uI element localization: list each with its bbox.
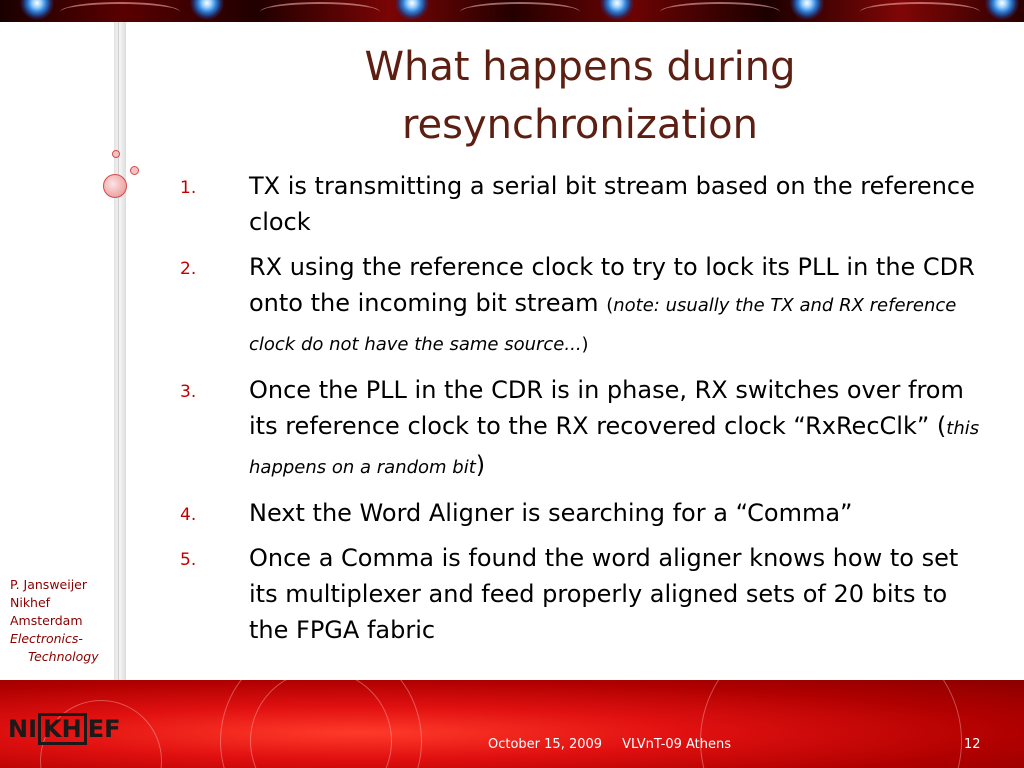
logo-text-part1: NI xyxy=(8,715,38,743)
logo-text-boxed: KH xyxy=(38,713,87,745)
ring-decoration xyxy=(250,680,392,768)
author-city: Amsterdam xyxy=(10,613,83,628)
swirl-decoration xyxy=(60,2,180,22)
footer-text xyxy=(488,737,731,752)
list-item xyxy=(180,249,990,363)
burst-decoration xyxy=(985,0,1019,20)
list-item xyxy=(180,495,990,531)
list-item xyxy=(180,372,990,486)
item-note-open-paren: ( xyxy=(606,295,614,316)
item-text: Next the Word Aligner is searching for a “Comma” xyxy=(249,499,853,527)
footer-date: October 15, 2009 xyxy=(488,737,603,752)
item-text: Once the PLL in the CDR is in phase, RX switches over from its reference clock to the RX recovered clock “RxRecClk” ( xyxy=(249,376,964,440)
list-item xyxy=(180,168,990,240)
footer-bar xyxy=(0,680,1024,768)
item-number: 2. xyxy=(180,259,197,279)
item-note-close-paren: ) xyxy=(475,451,486,479)
burst-decoration xyxy=(600,0,634,20)
burst-decoration xyxy=(395,0,429,20)
slide-title: What happens during resynchronization xyxy=(364,44,796,148)
swirl-decoration xyxy=(460,2,580,22)
author-name: P. Jansweijer xyxy=(10,577,88,592)
footer-event: VLVnT-09 Athens xyxy=(622,737,732,752)
item-note: this happens on a random bit xyxy=(249,418,980,478)
author-block xyxy=(10,576,99,666)
item-number: 3. xyxy=(180,382,197,402)
item-text: RX using the reference clock to try to lock its PLL in the CDR onto the incoming bit stream xyxy=(249,253,975,317)
small-circle-decoration xyxy=(112,150,120,158)
swirl-decoration xyxy=(660,2,780,22)
page-number: 12 xyxy=(964,737,981,752)
numbered-list xyxy=(180,168,990,657)
nikhef-logo xyxy=(8,712,120,746)
left-vertical-line xyxy=(118,22,119,688)
item-number: 1. xyxy=(180,178,197,198)
item-number: 4. xyxy=(180,505,197,525)
small-circle-decoration xyxy=(130,166,139,175)
swirl-decoration xyxy=(860,2,980,22)
ring-decoration xyxy=(700,680,962,768)
author-org: Nikhef xyxy=(10,595,51,610)
swirl-decoration xyxy=(260,2,380,22)
list-item xyxy=(180,540,990,648)
item-text: TX is transmitting a serial bit stream based on the reference clock xyxy=(249,172,975,236)
logo-text-part2: EF xyxy=(87,715,121,743)
author-dept-line1: Electronics- xyxy=(10,631,83,646)
author-dept-line2: Technology xyxy=(28,649,99,664)
left-vertical-bar xyxy=(114,22,126,688)
burst-decoration xyxy=(190,0,224,20)
large-circle-decoration xyxy=(103,174,127,198)
item-note-close-paren: ) xyxy=(581,334,589,355)
item-note: note: usually the TX and RX reference clock do not have the same source... xyxy=(249,295,957,355)
burst-decoration xyxy=(20,0,54,20)
item-number: 5. xyxy=(180,550,197,570)
top-decorative-banner xyxy=(0,0,1024,22)
item-text: Once a Comma is found the word aligner knows how to set its multiplexer and feed properly aligned sets of 20 bits to the FPGA fabric xyxy=(249,544,959,644)
burst-decoration xyxy=(790,0,824,20)
